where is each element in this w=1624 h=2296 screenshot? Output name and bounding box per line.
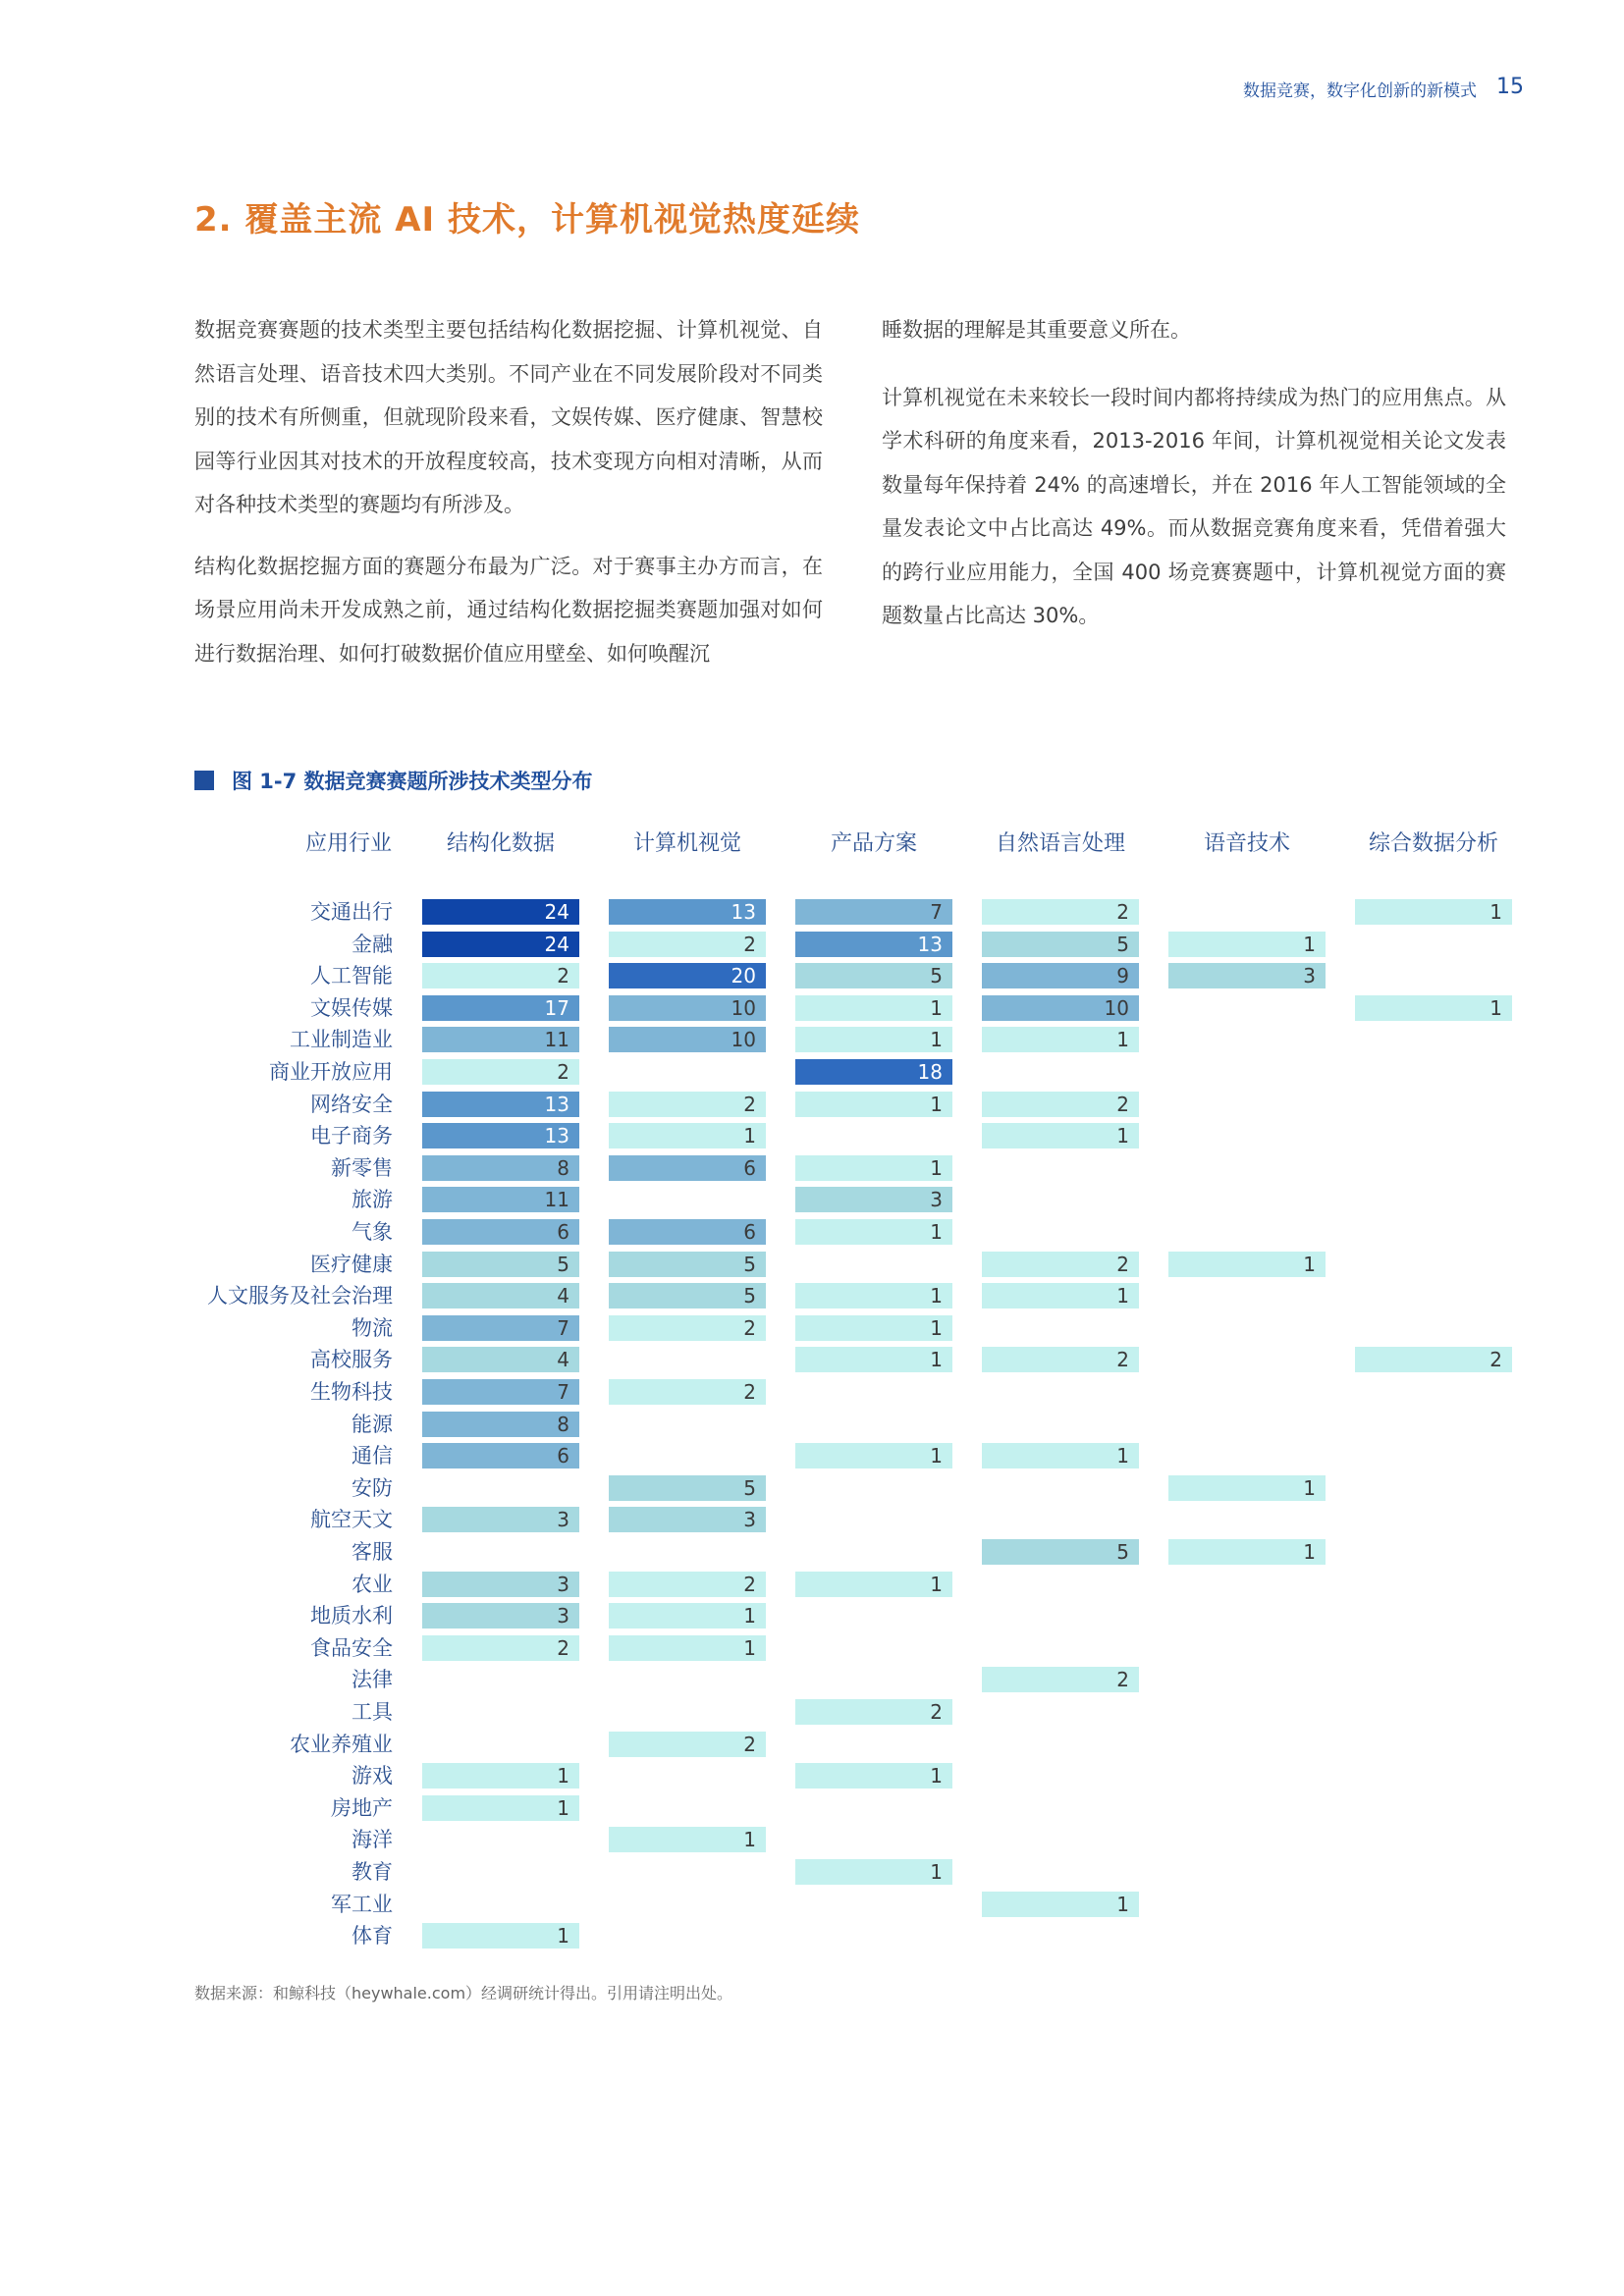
row-label: 人文服务及社会治理 [207,1284,393,1308]
row-label: 电子商务 [310,1124,393,1148]
row-label: 物流 [352,1315,393,1340]
table-cell: 24 [422,932,579,957]
table-cell: 3 [422,1572,579,1597]
row-label: 军工业 [331,1892,393,1916]
table-cell: 2 [609,1379,766,1405]
table-cell: 1 [795,1315,952,1341]
table-cell: 1 [609,1827,766,1852]
body-paragraph: 数据竞赛赛题的技术类型主要包括结构化数据挖掘、计算机视觉、自然语言处理、语音技术四大类别。不同产业在不同发展阶段对不同类别的技术有所侧重，但就现阶段来看，文娱传媒、医疗健康、智慧校园等行业因其对技术的开放程度较高，技术变现方向相对清晰，从而对各种技术类型的赛题均有所涉及。 [194,318,823,516]
row-label: 网络安全 [310,1092,393,1116]
row-label: 人工智能 [310,964,393,988]
table-cell: 1 [609,1635,766,1661]
table-cell: 1 [1168,1475,1326,1501]
table-cell: 1 [982,1443,1139,1468]
table-cell: 1 [795,1155,952,1181]
row-label: 新零售 [331,1155,393,1180]
table-cell: 6 [609,1155,766,1181]
table-cell: 2 [609,1572,766,1597]
table-cell: 6 [609,1219,766,1245]
table-cell: 2 [422,963,579,988]
row-label: 客服 [352,1540,393,1564]
table-cell: 13 [609,899,766,925]
table-cell: 5 [609,1283,766,1308]
table-cell: 3 [795,1187,952,1212]
row-label: 海洋 [352,1828,393,1852]
table-cell: 1 [422,1763,579,1789]
table-cell: 10 [982,995,1139,1021]
table-cell: 2 [1355,1347,1512,1372]
row-label: 生物科技 [310,1380,393,1404]
row-label: 教育 [352,1860,393,1884]
table-cell: 1 [795,1219,952,1245]
body-paragraph: 睡数据的理解是其重要意义所在。 [882,318,1191,342]
column-header: 自然语言处理 [995,831,1125,856]
table-cell: 1 [795,1027,952,1052]
table-cell: 18 [795,1059,952,1085]
table-cell: 2 [609,1092,766,1117]
row-label: 旅游 [352,1188,393,1212]
column-header-industry: 应用行业 [304,831,392,856]
table-cell: 1 [982,1027,1139,1052]
row-label: 房地产 [331,1795,393,1820]
row-label: 地质水利 [310,1604,393,1629]
row-label: 工业制造业 [290,1028,393,1052]
table-cell: 6 [422,1443,579,1468]
column-header: 语音技术 [1203,831,1290,856]
table-cell: 1 [1168,1539,1326,1565]
table-cell: 9 [982,963,1139,988]
table-cell: 3 [1168,963,1326,988]
table-cell: 13 [795,932,952,957]
row-label: 气象 [352,1220,393,1244]
table-cell: 5 [795,963,952,988]
table-cell: 2 [422,1059,579,1085]
row-label: 游戏 [352,1764,393,1789]
table-cell: 1 [422,1923,579,1949]
table-cell: 1 [609,1603,766,1629]
table-cell: 8 [422,1155,579,1181]
figure-title-text: 图 1-7 数据竞赛赛题所涉技术类型分布 [232,770,593,793]
table-cell: 7 [422,1315,579,1341]
table-cell: 10 [609,995,766,1021]
row-label: 农业 [352,1572,393,1596]
row-label: 文娱传媒 [310,995,393,1020]
row-label: 交通出行 [310,900,393,924]
row-label: 能源 [352,1412,393,1436]
body-paragraph: 计算机视觉在未来较长一段时间内都将持续成为热门的应用焦点。从学术科研的角度来看，2013-2016 年间，计算机视觉相关论文发表数量每年保持着 24% 的高速增长，并在 2016 年人工智能领域的全量发表论文中占比高达 49%。而从数据竞赛角度来看，凭借着强大的跨行业应用能力，全国 400 场竞赛赛题中，计算机视觉方面的赛题数量占比高达 30%。 [882,385,1506,627]
table-cell: 2 [609,932,766,957]
table-cell: 1 [795,1092,952,1117]
table-cell: 1 [795,1763,952,1789]
table-cell: 8 [422,1412,579,1437]
row-label: 航空天文 [310,1508,393,1532]
table-cell: 13 [422,1123,579,1148]
table-cell: 4 [422,1283,579,1308]
table-cell: 2 [982,1347,1139,1372]
table-cell: 5 [982,932,1139,957]
header-title: 数据竞赛，数字化创新的新模式 [1243,81,1477,101]
body-paragraph: 结构化数据挖掘方面的赛题分布最为广泛。对于赛事主办方而言，在场景应用尚未开发成熟之前，通过结构化数据挖掘类赛题加强对如何进行数据治理、如何打破数据价值应用壁垒、如何唤醒沉 [194,554,823,666]
table-cell: 1 [982,1123,1139,1148]
table-cell: 2 [982,1092,1139,1117]
table-cell: 2 [609,1732,766,1757]
data-source-note: 数据来源：和鲸科技（heywhale.com）经调研统计得出。引用请注明出处。 [194,1984,733,2002]
table-cell: 5 [422,1252,579,1277]
table-cell: 1 [795,1283,952,1308]
row-label: 金融 [352,932,393,956]
table-cell: 2 [982,899,1139,925]
table-cell: 5 [982,1539,1139,1565]
table-cell: 1 [795,1859,952,1885]
table-cell: 1 [795,1443,952,1468]
table-cell: 1 [795,1347,952,1372]
table-cell: 6 [422,1219,579,1245]
table-cell: 1 [609,1123,766,1148]
row-label: 体育 [352,1924,393,1949]
table-cell: 3 [422,1603,579,1629]
table-cell: 3 [422,1507,579,1532]
table-cell: 20 [609,963,766,988]
row-label: 通信 [352,1444,393,1468]
table-cell: 2 [982,1252,1139,1277]
table-cell: 4 [422,1347,579,1372]
section-title: 2. 覆盖主流 AI 技术，计算机视觉热度延续 [194,200,861,240]
table-cell: 1 [1168,932,1326,957]
table-cell: 1 [1355,995,1512,1021]
row-label: 安防 [352,1475,393,1500]
table-cell: 1 [1355,899,1512,925]
column-header: 产品方案 [830,831,917,856]
table-cell: 7 [422,1379,579,1405]
row-label: 工具 [352,1700,393,1724]
row-label: 商业开放应用 [269,1060,393,1084]
table-cell: 24 [422,899,579,925]
row-label: 食品安全 [310,1635,393,1660]
column-header: 综合数据分析 [1368,831,1498,856]
table-cell: 7 [795,899,952,925]
column-header: 计算机视觉 [632,831,741,856]
table-cell: 10 [609,1027,766,1052]
table-cell: 1 [982,1283,1139,1308]
table-cell: 13 [422,1092,579,1117]
row-label: 医疗健康 [310,1252,393,1276]
table-cell: 2 [795,1699,952,1725]
table-cell: 1 [1168,1252,1326,1277]
table-cell: 1 [795,995,952,1021]
table-cell: 5 [609,1475,766,1501]
table-cell: 1 [795,1572,952,1597]
page-number: 15 [1496,75,1524,99]
row-label: 农业养殖业 [290,1732,393,1756]
table-cell: 17 [422,995,579,1021]
table-cell: 2 [982,1667,1139,1692]
row-label: 法律 [352,1668,393,1692]
table-cell: 11 [422,1187,579,1212]
table-cell: 5 [609,1252,766,1277]
table-cell: 1 [982,1892,1139,1917]
column-header: 结构化数据 [446,831,555,856]
table-cell: 2 [422,1635,579,1661]
row-label: 高校服务 [310,1348,393,1372]
table-cell: 1 [422,1795,579,1821]
table-cell: 3 [609,1507,766,1532]
table-cell: 2 [609,1315,766,1341]
table-cell: 11 [422,1027,579,1052]
